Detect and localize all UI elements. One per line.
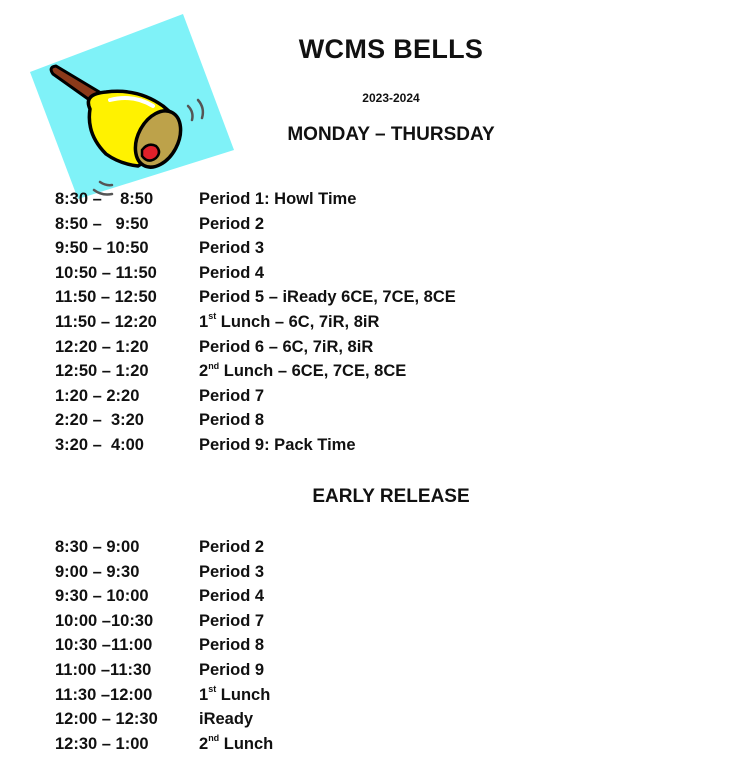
- period-label: Period 3: [199, 239, 265, 258]
- period-label: iReady: [199, 710, 254, 729]
- ordinal-suffix: nd: [208, 733, 220, 744]
- period-label: Period 4: [199, 587, 265, 606]
- time-range: 10:30 –11:00: [55, 636, 153, 655]
- period-label: [199, 359, 406, 384]
- period-text: Lunch – 6CE, 7CE, 8CE: [219, 362, 407, 381]
- period-label: Period 8: [199, 411, 265, 430]
- period-label: Period 9: Pack Time: [199, 435, 356, 454]
- section-heading-monday-thursday: MONDAY – THURSDAY: [287, 124, 495, 145]
- lunch-number: 1: [199, 312, 209, 331]
- period-label: Period 2: [199, 538, 265, 556]
- time-range: 11:00 –11:30: [55, 660, 152, 679]
- time-range: 9:30 – 10:00: [55, 587, 149, 606]
- period-text: Lunch: [219, 734, 274, 753]
- time-range: 12:00 – 12:30: [55, 710, 158, 729]
- time-range: 8:30 – 9:00: [55, 538, 140, 556]
- period-text: Lunch – 6C, 7iR, 8iR: [216, 312, 380, 331]
- ordinal-suffix: st: [208, 684, 217, 695]
- lunch-number: 2: [199, 362, 209, 381]
- time-range: 8:30 – 8:50: [55, 190, 154, 208]
- time-range: 11:50 – 12:20: [55, 312, 157, 331]
- period-label: Period 2: [199, 214, 265, 233]
- time-range: 11:30 –12:00: [55, 685, 153, 704]
- ordinal-suffix: nd: [208, 360, 220, 371]
- time-range: 10:00 –10:30: [55, 611, 154, 630]
- period-label: [199, 732, 273, 757]
- time-range: 8:50 – 9:50: [55, 214, 149, 233]
- period-label: [199, 683, 270, 708]
- period-text: Lunch: [216, 685, 271, 704]
- time-range: 3:20 – 4:00: [55, 435, 144, 454]
- lunch-number: 1: [199, 685, 209, 704]
- lunch-number: 2: [199, 734, 209, 753]
- school-year: 2023-2024: [362, 91, 420, 105]
- time-range: 11:50 – 12:50: [55, 288, 157, 307]
- time-range: 9:50 – 10:50: [55, 239, 149, 258]
- period-label: Period 9: [199, 660, 265, 679]
- time-range: 12:20 – 1:20: [55, 337, 149, 356]
- period-label: Period 3: [199, 562, 265, 581]
- period-label: Period 5 – iReady 6CE, 7CE, 8CE: [199, 288, 456, 307]
- period-label: Period 8: [199, 636, 265, 655]
- section-heading-early-release: EARLY RELEASE: [312, 486, 470, 507]
- period-label: Period 4: [199, 263, 265, 282]
- time-range: 1:20 – 2:20: [55, 386, 140, 405]
- period-label: [199, 310, 379, 335]
- period-label: Period 7: [199, 386, 265, 405]
- time-range: 12:30 – 1:00: [55, 734, 149, 753]
- page-title: WCMS BELLS: [298, 34, 484, 64]
- ordinal-suffix: st: [208, 311, 217, 322]
- time-range: 2:20 – 3:20: [55, 411, 144, 430]
- time-range: 9:00 – 9:30: [55, 562, 140, 581]
- time-range: 12:50 – 1:20: [55, 362, 149, 381]
- period-label: Period 7: [199, 611, 265, 630]
- time-range: 10:50 – 11:50: [55, 263, 157, 282]
- period-label: Period 6 – 6C, 7iR, 8iR: [199, 337, 374, 356]
- period-label: Period 1: Howl Time: [199, 190, 357, 208]
